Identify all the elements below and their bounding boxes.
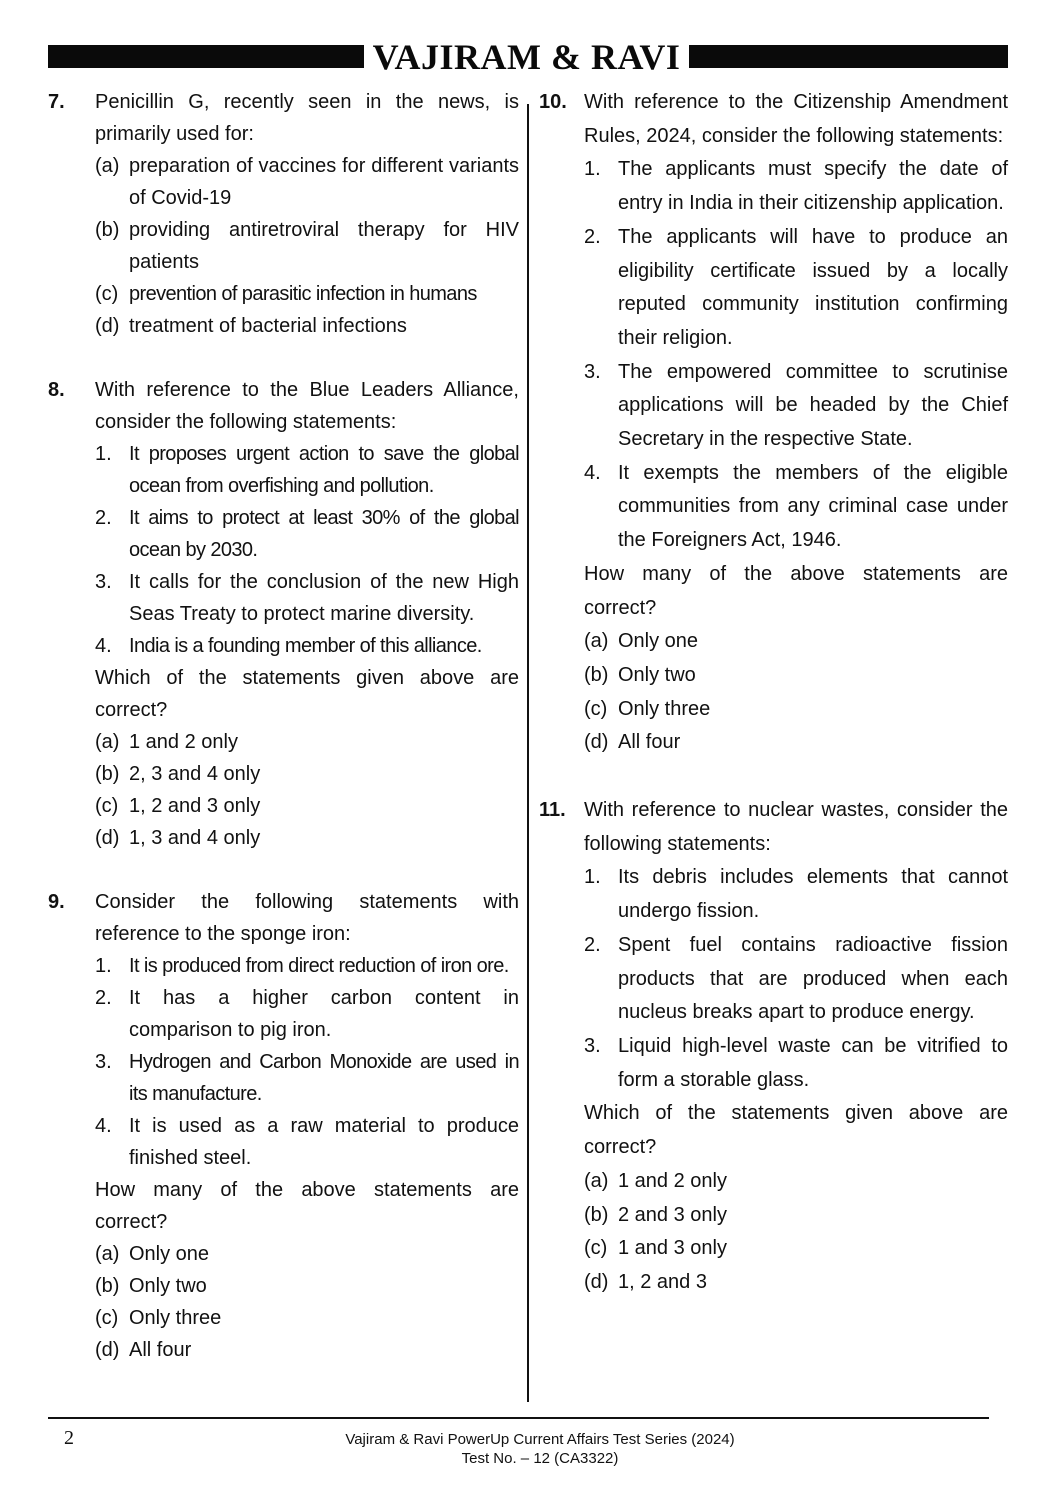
question-prompt: How many of the above statements are correct?: [95, 1179, 519, 1233]
statement: [584, 929, 1008, 1030]
statement: [95, 630, 519, 662]
statement: [95, 982, 519, 1046]
footer-divider: [48, 1417, 989, 1419]
right-column: [539, 86, 1008, 1300]
option-label: (b): [584, 1203, 609, 1226]
question-number: 10.: [539, 91, 567, 113]
statement-label: 2.: [584, 225, 601, 248]
statement-text: The empowered committee to scrutinise applications will be headed by the Chief Secretary in the respective State.: [618, 360, 1008, 451]
statement-label: 1.: [95, 955, 112, 977]
page-number: 2: [64, 1427, 74, 1449]
option-text: 1 and 3 only: [618, 1237, 727, 1260]
option-text: Only three: [618, 697, 711, 720]
option: [584, 1266, 1008, 1300]
header-bar-left: [48, 45, 364, 68]
statement-text: It calls for the conclusion of the new High Seas Treaty to protect marine diversity.: [129, 571, 519, 625]
header-bar-right: [689, 45, 1008, 68]
option-label: (d): [584, 1270, 609, 1293]
option-text: providing antiretroviral therapy for HIV patients: [129, 219, 519, 273]
question-stem: With reference to the Citizenship Amendment Rules, 2024, consider the following statements:: [584, 91, 1008, 147]
statement-label: 2.: [584, 933, 601, 956]
statement-text: It exempts the members of the eligible communities from any criminal case under the Foreigners Act, 1946.: [618, 461, 1008, 552]
question-11: [539, 794, 1008, 1300]
question-prompt: How many of the above statements are correct?: [584, 562, 1008, 619]
question-number: 9.: [48, 891, 65, 913]
statement-label: 1.: [95, 443, 112, 465]
statement-label: 3.: [95, 571, 112, 593]
option-text: 1, 2 and 3 only: [129, 795, 261, 817]
statement-label: 2.: [95, 987, 112, 1009]
option: [95, 822, 519, 854]
page-header: [48, 37, 1008, 77]
statement-text: It has a higher carbon content in comparison to pig iron.: [129, 987, 519, 1041]
option-label: (c): [95, 795, 119, 817]
option: [584, 1199, 1008, 1233]
statement: [584, 356, 1008, 457]
option: [584, 625, 1008, 659]
option-label: (d): [95, 315, 120, 337]
option-label: (c): [584, 697, 608, 720]
statement-label: 1.: [584, 866, 601, 889]
question-prompt: Which of the statements given above are correct?: [95, 667, 519, 721]
statement: [95, 566, 519, 630]
statement-text: India is a founding member of this alliance.: [129, 635, 482, 657]
question-10: [539, 86, 1008, 760]
option: [95, 1302, 519, 1334]
option: [584, 726, 1008, 760]
option-text: 2 and 3 only: [618, 1203, 727, 1226]
statement: [584, 457, 1008, 558]
question-7: [48, 86, 519, 342]
option-text: 1 and 2 only: [618, 1169, 727, 1192]
option-text: All four: [618, 731, 681, 754]
statement: [95, 502, 519, 566]
option-label: (a): [95, 1243, 120, 1265]
option: [584, 1232, 1008, 1266]
option: [95, 310, 519, 342]
statement-label: 4.: [584, 461, 601, 484]
statement-text: It proposes urgent action to save the global ocean from overfishing and pollution.: [129, 443, 519, 497]
statement-text: Spent fuel contains radioactive fission products that are produced when each nucleus breaks apart to produce energy.: [618, 933, 1008, 1024]
option-label: (a): [95, 155, 120, 177]
option-label: (c): [95, 1307, 119, 1329]
statement-text: Its debris includes elements that cannot undergo fission.: [618, 866, 1008, 923]
statement-label: 4.: [95, 1115, 112, 1137]
statement-text: It aims to protect at least 30% of the global ocean by 2030.: [129, 507, 519, 561]
statement-label: 3.: [584, 1034, 601, 1057]
option-text: 1, 2 and 3: [618, 1270, 707, 1293]
question-stem: Consider the following statements with reference to the sponge iron:: [95, 891, 519, 945]
option-text: 2, 3 and 4 only: [129, 763, 261, 785]
option-text: 1 and 2 only: [129, 731, 238, 753]
statement-label: 3.: [95, 1051, 112, 1073]
option-label: (a): [95, 731, 120, 753]
statement: [584, 153, 1008, 220]
statement-label: 4.: [95, 635, 112, 657]
option-text: treatment of bacterial infections: [129, 315, 407, 337]
statement-label: 3.: [584, 360, 601, 383]
statement-text: Hydrogen and Carbon Monoxide are used in its manufacture.: [129, 1051, 519, 1105]
statement: [95, 950, 519, 982]
statement: [95, 1046, 519, 1110]
option: [95, 1270, 519, 1302]
question-8: [48, 374, 519, 854]
footer-series: Vajiram & Ravi PowerUp Current Affairs Test Series (2024): [345, 1431, 735, 1448]
statement: [584, 1030, 1008, 1097]
option: [95, 214, 519, 278]
option-text: All four: [129, 1339, 192, 1361]
question-number: 8.: [48, 379, 65, 401]
option-text: Only two: [129, 1275, 207, 1297]
option: [95, 1238, 519, 1270]
statement: [95, 1110, 519, 1174]
option-label: (b): [95, 1275, 120, 1297]
header-title: VAJIRAM & RAVI: [372, 37, 681, 77]
question-9: [48, 886, 519, 1366]
statement: [584, 221, 1008, 356]
statement: [584, 861, 1008, 928]
option: [95, 1334, 519, 1366]
option-text: preparation of vaccines for different variants of Covid-19: [129, 155, 519, 209]
question-stem: With reference to the Blue Leaders Alliance, consider the following statements:: [95, 379, 519, 433]
column-divider: [527, 104, 529, 1402]
option: [95, 726, 519, 758]
option-label: (d): [95, 827, 120, 849]
statement: [95, 438, 519, 502]
statement-text: It is used as a raw material to produce finished steel.: [129, 1115, 519, 1169]
question-prompt: Which of the statements given above are correct?: [584, 1102, 1008, 1159]
option-label: (b): [95, 219, 120, 241]
statement-text: The applicants will have to produce an eligibility certificate issued by a locally reputed community institution confirming their religion.: [618, 225, 1008, 349]
option-text: 1, 3 and 4 only: [129, 827, 261, 849]
option-label: (d): [584, 731, 609, 754]
option-label: (c): [95, 283, 119, 305]
left-column: [48, 86, 519, 1366]
statement-label: 1.: [584, 158, 601, 181]
statement-text: It is produced from direct reduction of iron ore.: [129, 955, 509, 977]
option: [95, 150, 519, 214]
option: [95, 790, 519, 822]
option: [584, 693, 1008, 727]
option-label: (d): [95, 1339, 120, 1361]
option-label: (c): [584, 1237, 608, 1260]
option: [584, 659, 1008, 693]
option-label: (a): [584, 630, 609, 653]
statement-text: Liquid high-level waste can be vitrified to form a storable glass.: [618, 1034, 1008, 1091]
footer-test-no: Test No. – 12 (CA3322): [461, 1450, 619, 1467]
option-label: (b): [95, 763, 120, 785]
footer-text: [280, 1430, 800, 1468]
option-text: Only one: [129, 1243, 210, 1265]
option-text: Only three: [129, 1307, 222, 1329]
statement-label: 2.: [95, 507, 112, 529]
option-text: Only two: [618, 663, 696, 686]
option: [95, 758, 519, 790]
question-number: 11.: [539, 799, 566, 822]
option-label: (b): [584, 663, 609, 686]
option-text: prevention of parasitic infection in humans: [129, 283, 477, 305]
question-stem: With reference to nuclear wastes, consider the following statements:: [584, 799, 1008, 855]
option: [95, 278, 519, 310]
option-label: (a): [584, 1169, 609, 1192]
statement-text: The applicants must specify the date of entry in India in their citizenship application.: [618, 158, 1008, 215]
option: [584, 1165, 1008, 1199]
option-text: Only one: [618, 630, 699, 653]
question-number: 7.: [48, 91, 65, 113]
question-stem: Penicillin G, recently seen in the news, is primarily used for:: [95, 91, 519, 145]
